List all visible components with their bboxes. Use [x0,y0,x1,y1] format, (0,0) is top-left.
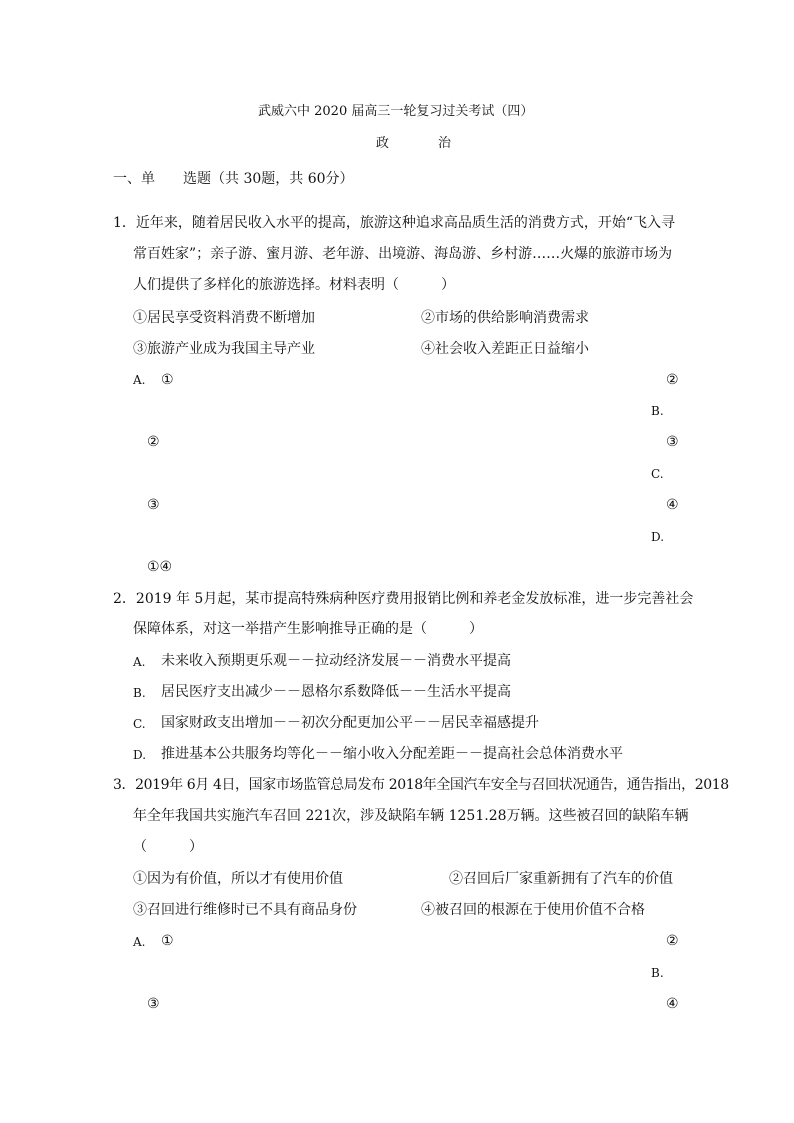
q1-line-3: 人们提供了多样化的旅游选择。材料表明（ ） [133,277,455,293]
q3-option-a-end: ② [666,933,679,949]
q1-statement-3: ③旅游产业成为我国主导产业 [133,341,315,357]
q3-statement-4: ④被召回的根源在于使用价值不合格 [421,902,645,918]
q2-line-1: 2．2019 年 5月起，某市提高特殊病种医疗费用报销比例和养老金发放标准，进一步完善社会 [113,591,694,607]
q3-line-2: 年全年我国共实施汽车召回 221次，涉及缺陷车辆 1251.28万辆。这些被召回的缺陷车辆 [133,808,689,824]
q2-option-c-text[interactable]: 国家财政支出增加－－初次分配更加公平－－居民幸福感提升 [161,715,539,731]
q1-option-a-value[interactable]: ① [161,372,174,388]
q1-option-a-label[interactable]: A. [133,373,146,387]
q2-option-a-text[interactable]: 未来收入预期更乐观－－拉动经济发展－－消费水平提高 [161,653,511,669]
q1-option-b-end: ③ [666,434,679,450]
q2-option-b-label[interactable]: B. [133,686,146,700]
q1-option-a-end: ② [666,372,679,388]
section-heading: 一、单 选题（共 30题，共 60分） [113,171,354,187]
subject-heading: 政 治 [376,136,470,151]
q1-line-2: 常百姓家”；亲子游、蜜月游、老年游、出境游、海岛游、乡村游……火爆的旅游市场为 [133,246,673,262]
q1-option-c-value[interactable]: ③ [147,497,160,513]
q2-option-d-label[interactable]: D. [133,748,147,762]
exam-title: 武威六中 2020 届高三一轮复习过关考试（四） [258,104,534,119]
q2-line-2: 保障体系，对这一举措产生影响推导正确的是（ ） [133,621,483,637]
q2-option-b-text[interactable]: 居民医疗支出减少－－恩格尔系数降低－－生活水平提高 [161,684,511,700]
q3-line-1: 3．2019年 6月 4日，国家市场监管总局发布 2018年全国汽车安全与召回状况通告，通告指出，2018 [113,777,729,793]
q3-statement-3: ③召回进行维修时已不具有商品身份 [133,902,357,918]
q1-statement-1: ①居民享受资料消费不断增加 [133,310,315,326]
q1-statement-2: ②市场的供给影响消费需求 [421,310,589,326]
q1-option-b-label[interactable]: B. [651,404,664,418]
q1-option-b-value[interactable]: ② [147,434,160,450]
q2-option-c-label[interactable]: C. [133,717,146,731]
q1-line-1: 1．近年来，随着居民收入水平的提高，旅游这种追求高品质生活的消费方式，开始“飞入寻 [113,215,676,231]
q3-option-a-value[interactable]: ① [161,933,174,949]
q2-option-d-text[interactable]: 推进基本公共服务均等化－－缩小收入分配差距－－提高社会总体消费水平 [161,746,623,762]
q3-statement-2: ②召回后厂家重新拥有了汽车的价值 [449,871,673,887]
q3-option-b-value[interactable]: ③ [147,996,160,1012]
q1-statement-4: ④社会收入差距正日益缩小 [421,341,589,357]
q1-option-d-value[interactable]: ①④ [147,559,173,575]
q3-line-3: （ ） [133,839,203,855]
q3-option-a-label[interactable]: A. [133,935,146,949]
q3-option-b-label[interactable]: B. [651,966,664,980]
q3-statement-1: ①因为有价值，所以才有使用价值 [133,871,343,887]
q1-option-d-label[interactable]: D. [651,530,665,544]
q1-option-c-end: ④ [666,497,679,513]
q1-option-c-label[interactable]: C. [651,467,664,481]
q2-option-a-label[interactable]: A. [133,655,146,669]
q3-option-b-end: ④ [666,996,679,1012]
